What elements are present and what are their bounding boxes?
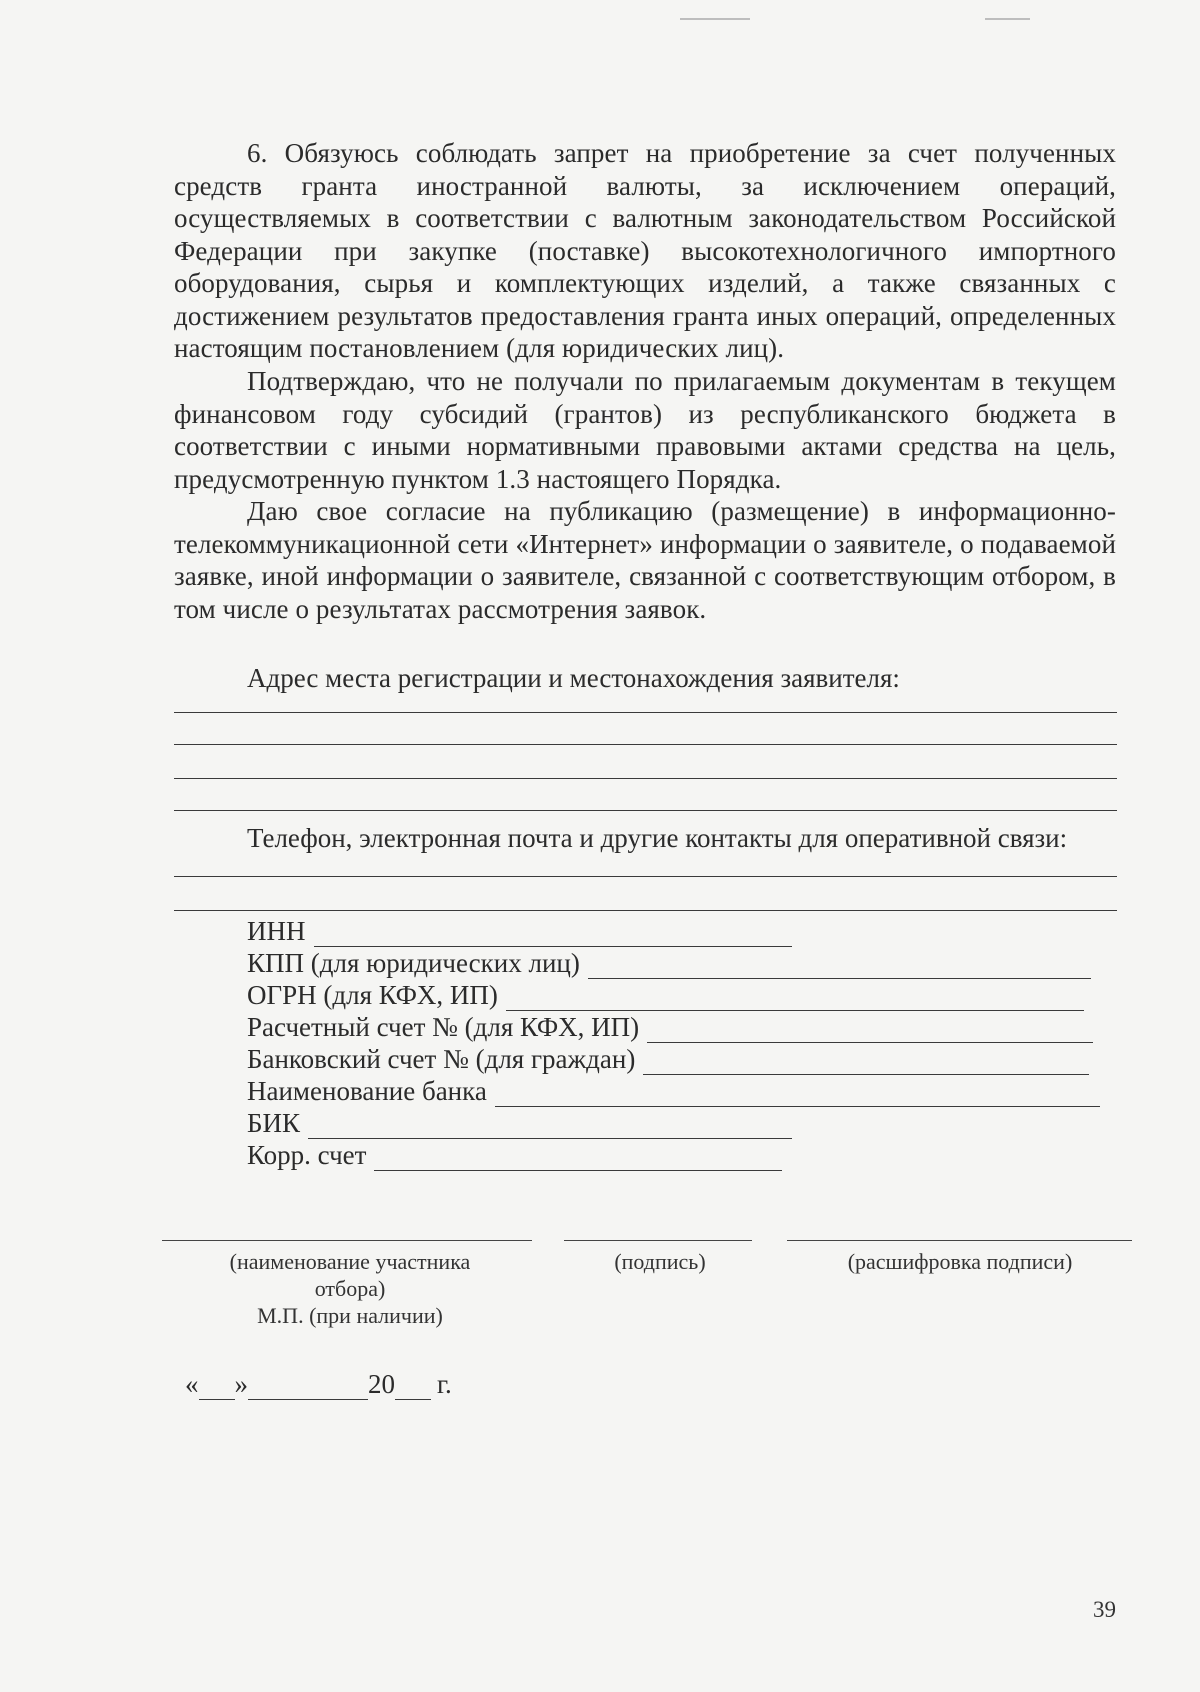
paragraph-currency-ban: 6. Обязуюсь соблюдать запрет на приобретение за счет полученных средств гранта иностранной валюты, за исключением операций, осуществляемых в соответствии с валютным законодательством Российской Федерации при закупке (поставке) высокотехнологичного импортного оборудования, сырья и комплектующих изделий, а также связанных с достижением результатов предоставления гранта иных операций, определенных настоящим постановлением (для юридических лиц).: [174, 138, 1116, 363]
bank-name-input-line[interactable]: [495, 1082, 1100, 1107]
address-line-4[interactable]: [174, 810, 1117, 811]
contacts-label: Телефон, электронная почта и другие контакты для оперативной связи:: [247, 823, 1068, 853]
signature-caption: (подпись): [614, 1249, 706, 1274]
decoding-caption: (расшифровка подписи): [847, 1249, 1073, 1274]
ogrn-label: ОГРН (для КФХ, ИП): [247, 980, 498, 1010]
bank-account-input-line[interactable]: [643, 1050, 1089, 1075]
corr-account-label: Корр. счет: [247, 1140, 367, 1170]
bank-account-field: [247, 1043, 1089, 1075]
account-field: [247, 1011, 1093, 1043]
kpp-input-line[interactable]: [588, 954, 1091, 979]
inn-field: [247, 915, 792, 947]
stamp-caption: М.П. (при наличии): [257, 1303, 443, 1328]
signature-decoding-line[interactable]: [787, 1240, 1132, 1241]
signature-line[interactable]: [564, 1240, 752, 1241]
ogrn-field: [247, 979, 1084, 1011]
date-close-quote: »: [234, 1369, 248, 1399]
month-input-line[interactable]: [248, 1375, 368, 1400]
bank-name-field: [247, 1075, 1100, 1107]
corr-account-input-line[interactable]: [374, 1146, 782, 1171]
corr-account-field: [247, 1139, 782, 1171]
kpp-field: [247, 947, 1091, 979]
date-field: [185, 1368, 452, 1400]
scan-artifact: [680, 18, 750, 20]
inn-label: ИНН: [247, 916, 306, 946]
address-line-2[interactable]: [174, 744, 1117, 745]
paragraph-consent: Даю свое согласие на публикацию (размещение) в информационно-телекоммуникационной сети «Интернет» информации о заявителе, о подаваемой заявке, иной информации о заявителе, связанной с соответствующим отбором, в том числе о результатах рассмотрения заявок.: [174, 496, 1116, 624]
contacts-line-1[interactable]: [174, 876, 1117, 877]
address-line-1[interactable]: [174, 712, 1117, 713]
year-prefix: 20: [368, 1369, 395, 1399]
page-number: 39: [1093, 1597, 1116, 1622]
inn-input-line[interactable]: [314, 922, 792, 947]
day-input-line[interactable]: [199, 1375, 235, 1400]
bik-field: [247, 1107, 792, 1139]
ogrn-input-line[interactable]: [506, 986, 1084, 1011]
year-suffix: г.: [437, 1369, 452, 1399]
participant-caption-line-1: (наименование участника: [229, 1249, 471, 1274]
bank-account-label: Банковский счет № (для граждан): [247, 1044, 636, 1074]
account-input-line[interactable]: [647, 1018, 1093, 1043]
kpp-label: КПП (для юридических лиц): [247, 948, 580, 978]
account-label: Расчетный счет № (для КФХ, ИП): [247, 1012, 640, 1042]
contacts-line-2[interactable]: [174, 910, 1117, 911]
year-input-line[interactable]: [395, 1375, 431, 1400]
date-open-quote: «: [185, 1369, 199, 1399]
participant-name-line[interactable]: [162, 1240, 532, 1241]
participant-caption-line-2: отбора): [314, 1276, 386, 1301]
address-label: Адрес места регистрации и местонахождения заявителя:: [247, 663, 900, 693]
paragraph-confirmation: Подтверждаю, что не получали по прилагаемым документам в текущем финансовом году субсидий (грантов) из республиканского бюджета в соответствии с иными нормативными правовыми актами средства на цель, предусмотренную пунктом 1.3 настоящего Порядка.: [174, 366, 1116, 494]
scan-artifact: [985, 18, 1030, 20]
address-line-3[interactable]: [174, 778, 1117, 779]
participant-caption: [200, 1248, 500, 1329]
bik-input-line[interactable]: [308, 1114, 792, 1139]
bik-label: БИК: [247, 1108, 301, 1138]
bank-name-label: Наименование банка: [247, 1076, 487, 1106]
